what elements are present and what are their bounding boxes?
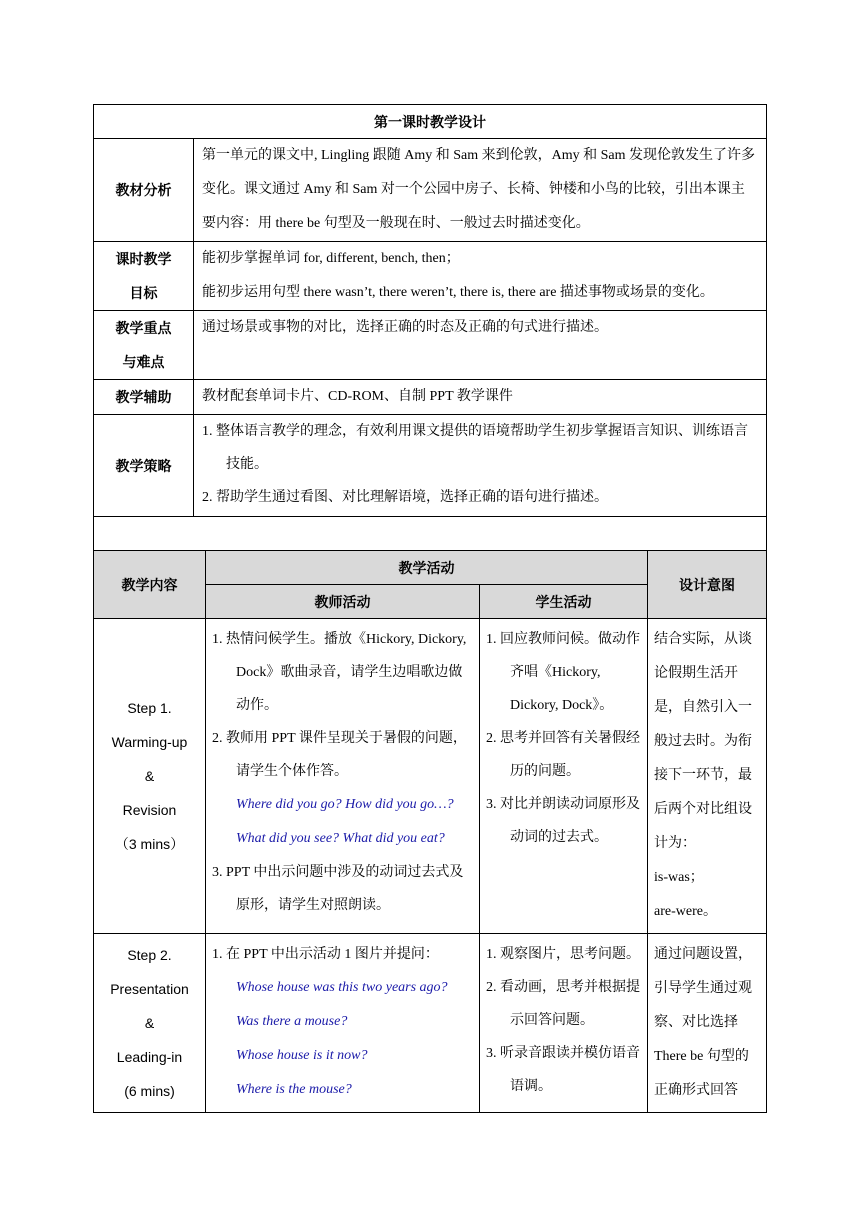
step-line: Presentation [110, 981, 189, 997]
col-header-intent: 设计意图 [648, 551, 767, 619]
student-item: 3. 听录音跟读并模仿语音语调。 [486, 1046, 640, 1094]
english-question: Whose house was this two years ago? [236, 980, 448, 995]
strategy-text [194, 415, 767, 517]
label-textbook-analysis: 教材分析 [94, 139, 194, 242]
strategy-item: 2. 帮助学生通过看图、对比理解语境，选择正确的语句进行描述。 [202, 490, 608, 505]
intent-text: 通过问题设置，引导学生通过观察、对比选择 There be 句型的正确形式回答 [654, 947, 752, 1098]
intent-cell [648, 619, 767, 934]
step-line: （3 mins） [114, 836, 185, 852]
label-line: 教学重点 [115, 320, 172, 336]
teacher-activity-cell [206, 619, 480, 934]
english-question: Was there a mouse? [236, 1014, 348, 1029]
student-item: 2. 思考并回答有关暑假经历的问题。 [486, 731, 640, 779]
english-question: Whose house is it now? [236, 1048, 368, 1063]
teacher-item: 3. PPT 中出示问题中涉及的动词过去式及原形，请学生对照朗读。 [212, 865, 464, 913]
col-header-activity: 教学活动 [206, 551, 648, 585]
step-line: Warming-up [111, 734, 188, 750]
intent-text: are-were。 [654, 904, 717, 919]
student-item: 2. 看动画，思考并根据提示回答问题。 [486, 980, 640, 1028]
col-header-content: 教学内容 [94, 551, 206, 619]
step-line: Revision [122, 802, 177, 818]
objective-line: 能初步掌握单词 for, different, bench, then； [202, 251, 460, 266]
step-line: Step 1. [127, 700, 172, 716]
label-line: 目标 [129, 285, 158, 301]
student-activity-cell [480, 619, 648, 934]
step-line: Step 2. [127, 947, 172, 963]
label-line: 与难点 [122, 354, 165, 370]
strategy-item: 1. 整体语言教学的理念，有效利用课文提供的语境帮助学生初步掌握语言知识、训练语言技能。 [202, 424, 748, 472]
col-header-student: 学生活动 [480, 585, 648, 619]
label-teaching-aids: 教学辅助 [94, 380, 194, 415]
intent-text: is-was； [654, 870, 704, 885]
objective-line: 能初步运用句型 there wasn’t, there weren’t, there is, there are 描述事物或场景的变化。 [202, 285, 714, 300]
english-question: Where is the mouse? [236, 1082, 352, 1097]
step-line: & [144, 768, 155, 784]
key-points-text: 通过场景或事物的对比，选择正确的时态及正确的句式进行描述。 [194, 311, 767, 380]
teacher-activity-cell [206, 934, 480, 1113]
step-line: (6 mins) [124, 1083, 175, 1099]
student-item: 3. 对比并朗读动词原形及动词的过去式。 [486, 797, 640, 845]
english-question: What did you see? What did you eat? [236, 831, 445, 846]
teacher-item: 1. 热情问候学生。播放《Hickory, Dickory, Dock》歌曲录音，请学生边唱歌边做动作。 [212, 632, 467, 713]
spacer-row [94, 517, 767, 551]
step-cell [94, 619, 206, 934]
student-item: 1. 观察图片，思考问题。 [486, 947, 640, 962]
info-table [93, 104, 767, 551]
teaching-aids-text: 教材配套单词卡片、CD-ROM、自制 PPT 教学课件 [194, 380, 767, 415]
label-strategy: 教学策略 [94, 415, 194, 517]
textbook-analysis-text: 第一单元的课文中, Lingling 跟随 Amy 和 Sam 来到伦敦，Amy 和 Sam 发现伦敦发生了许多变化。课文通过 Amy 和 Sam 对一个公园中房子、长椅、钟楼和小鸟的比较，引出本课主要内容：用 there be 句型及一般现在时、一般过去时描述变化。 [194, 139, 767, 242]
intent-cell [648, 934, 767, 1113]
objectives-text [194, 242, 767, 311]
lesson-plan [93, 104, 766, 1113]
col-header-teacher: 教师活动 [206, 585, 480, 619]
intent-text: 结合实际，从谈论假期生活开是，自然引入一般过去时。为衔接下一环节，最后两个对比组设计为： [654, 632, 752, 851]
label-line: 课时教学 [115, 251, 172, 267]
english-question: Where did you go? How did you go…? [236, 797, 454, 812]
page-title: 第一课时教学设计 [94, 105, 767, 139]
activity-table [93, 550, 767, 1113]
student-activity-cell [480, 934, 648, 1113]
step-line: Leading-in [116, 1049, 183, 1065]
step-cell [94, 934, 206, 1113]
step-line: & [144, 1015, 155, 1031]
teacher-item: 2. 教师用 PPT 课件呈现关于暑假的问题，请学生个体作答。 [212, 731, 467, 779]
label-objectives [94, 242, 194, 311]
student-item: 1. 回应教师问候。做动作齐唱《Hickory, Dickory, Dock》。 [486, 632, 640, 713]
teacher-item: 1. 在 PPT 中出示活动 1 图片并提问： [212, 947, 439, 962]
label-key-points [94, 311, 194, 380]
